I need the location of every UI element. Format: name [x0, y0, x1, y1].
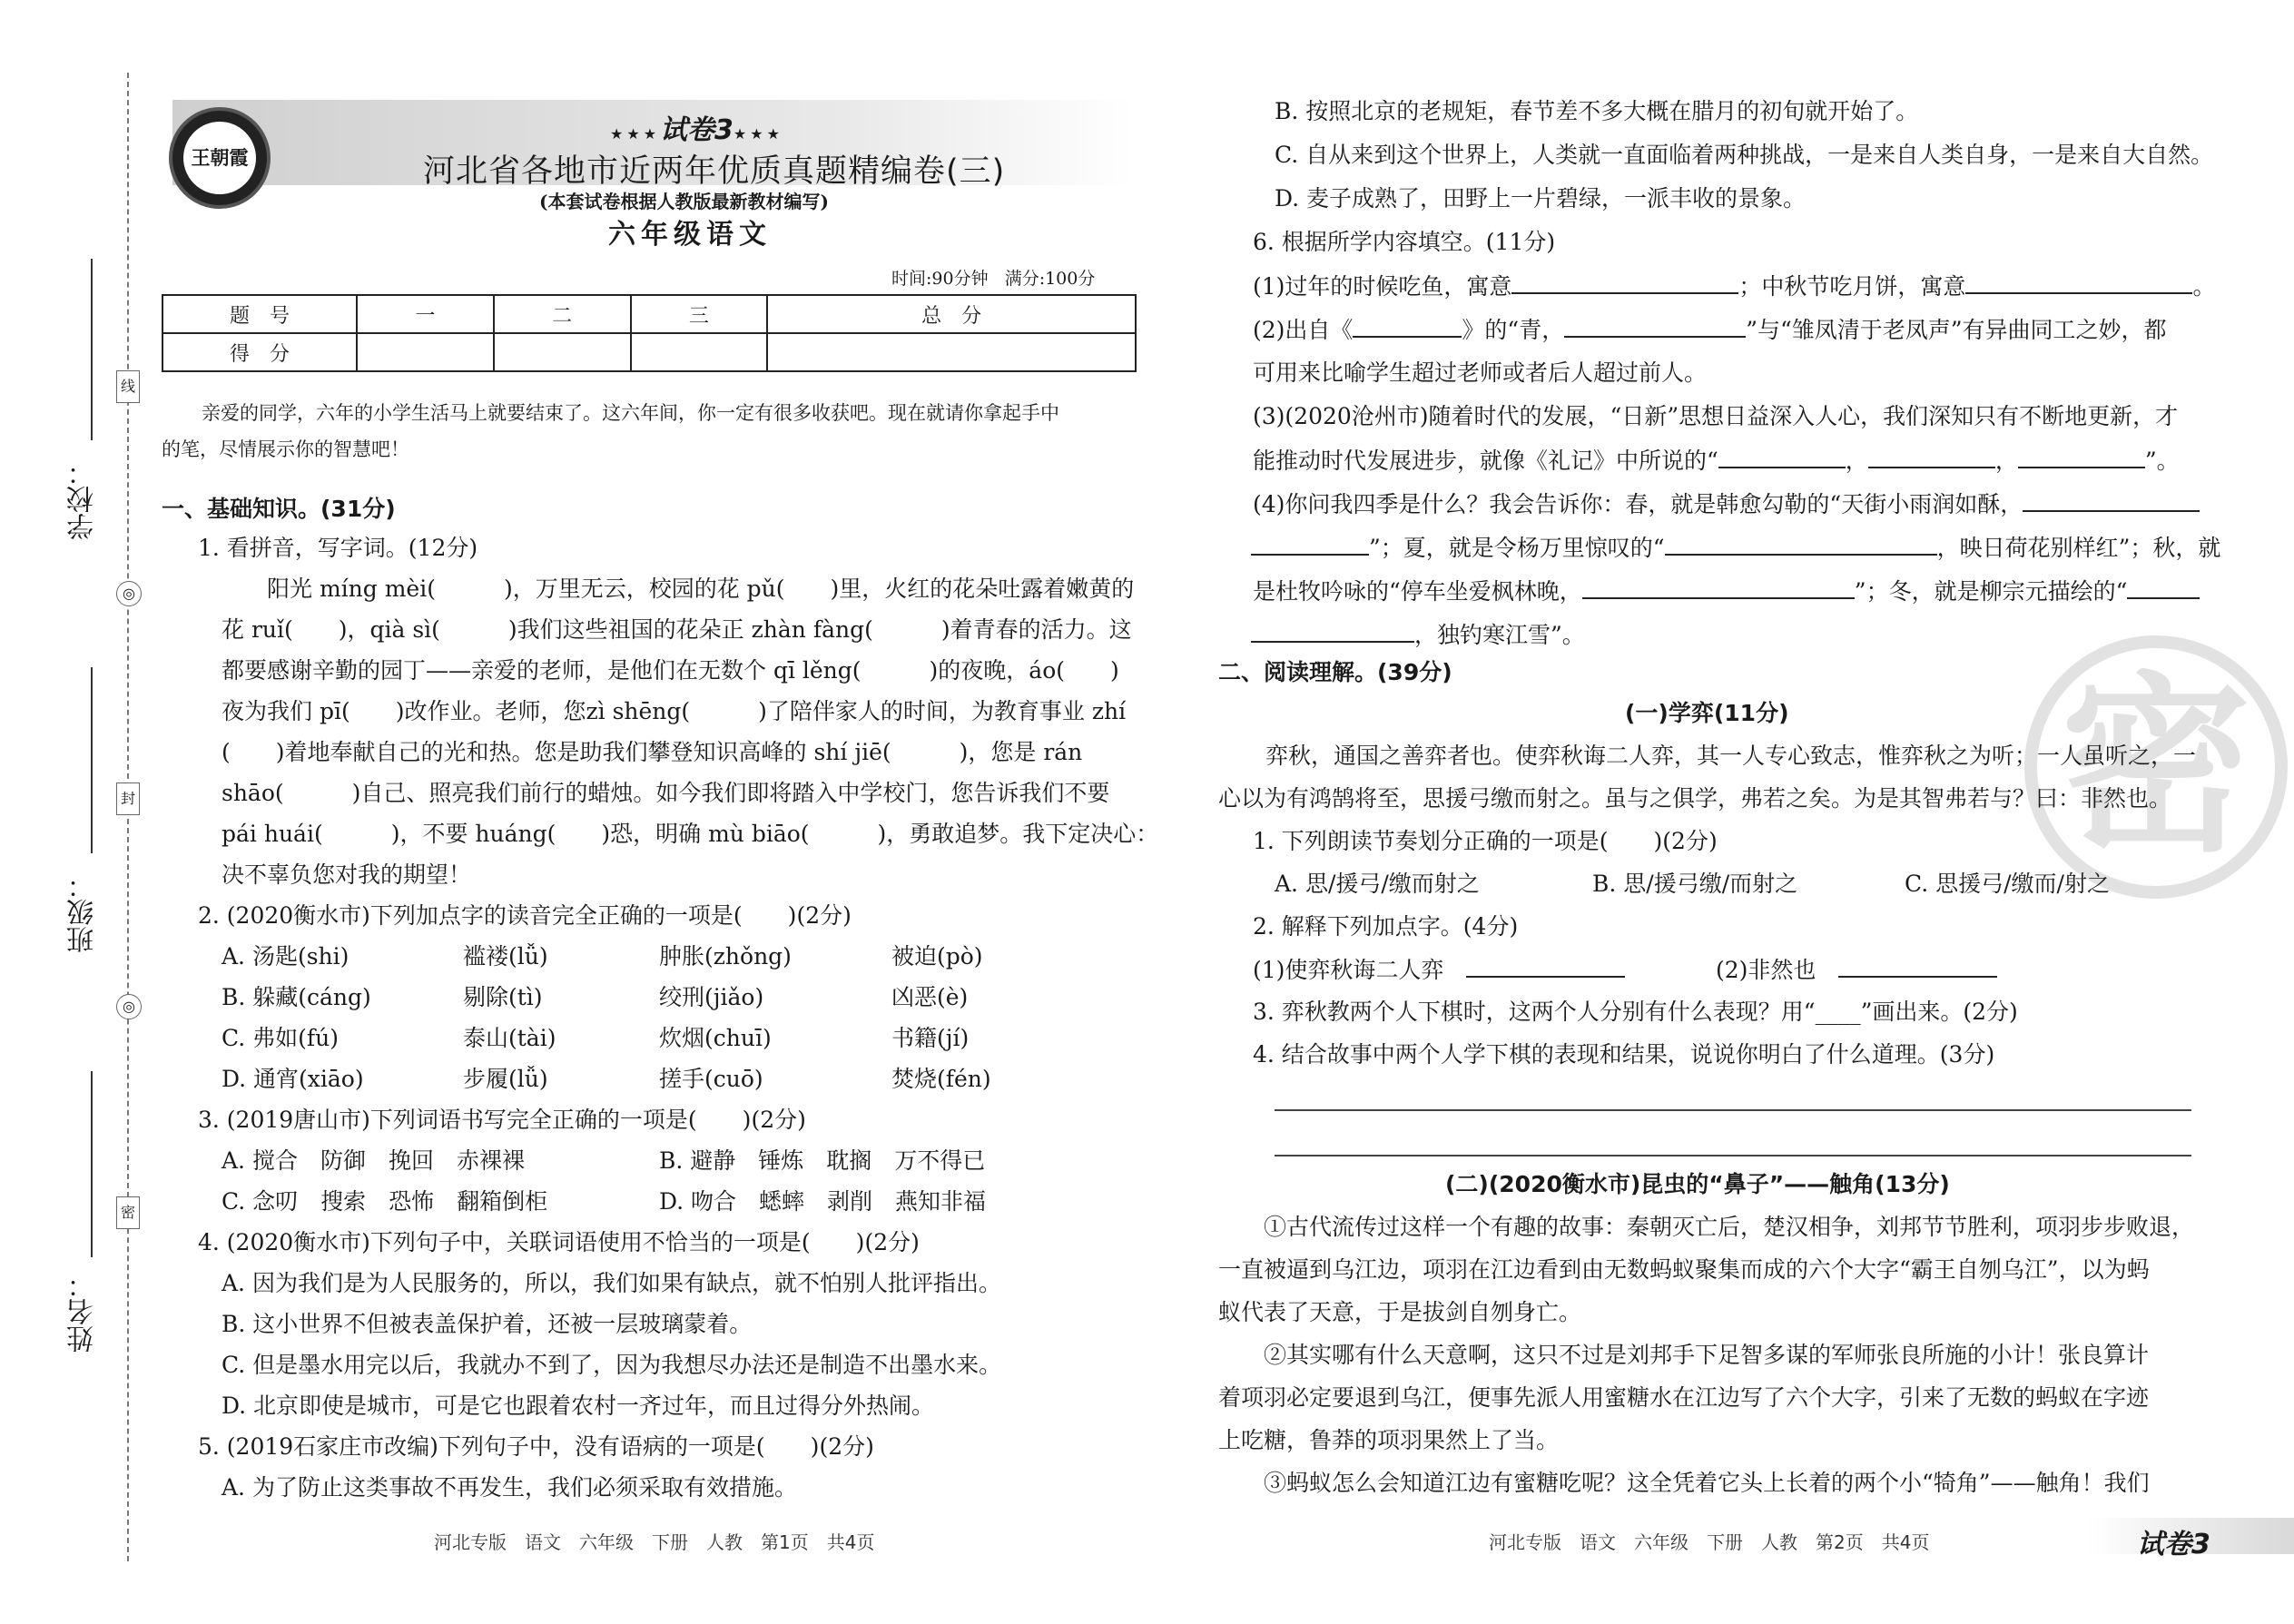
page-title: 河北省各地市近两年优质真题精编卷(三): [423, 153, 1006, 190]
option[interactable]: B. 这小世界不但被表盖保护着，还被一层玻璃蒙着。: [222, 1311, 753, 1337]
table-cell: 一: [357, 295, 494, 333]
question-stem: 4. 结合故事中两个人学下棋的表现和结果，说说你明白了什么道理。(3分): [1253, 1041, 1995, 1068]
reading-title: (二)(2020衡水市)昆虫的“鼻子”——触角(13分): [1445, 1171, 1950, 1197]
answer-blank[interactable]: [1251, 621, 1414, 643]
table-cell: 三: [631, 295, 768, 333]
option-word: 泰山(tài): [463, 1025, 556, 1051]
answer-line[interactable]: [1275, 1109, 2191, 1111]
school-label: 学校：: [67, 458, 99, 540]
score-table-row: [162, 333, 1136, 371]
passage-line: 心以为有鸿鹄将至，思援弓缴而射之。虽与之俱学，弗若之矣。为是其智弗若与？曰：非然也。: [1218, 785, 2172, 812]
answer-blank[interactable]: [1466, 956, 1625, 978]
answer-line[interactable]: [1275, 1155, 2191, 1156]
binding-hole-icon: ◎: [116, 581, 142, 606]
fill-line: (3)(2020沧州市)随着时代的发展，“日新”思想日益深入人心，我们深知只有不断地更新，才: [1253, 403, 2179, 429]
fill-line: 可用来比喻学生超过老师或者后人超过前人。: [1253, 359, 1708, 386]
passage-line: ③蚂蚁怎么会知道江边有蜜糖吃呢？这全凭着它头上长着的两个小“犄角”——触角！我们: [1264, 1470, 2150, 1496]
answer-blank[interactable]: [2018, 447, 2145, 468]
question-stem: 1. 下列朗读节奏划分正确的一项是( )(2分): [1253, 828, 1718, 854]
answer-blank[interactable]: [1965, 272, 2192, 294]
score-table: [162, 294, 1137, 372]
answer-blank[interactable]: [1718, 447, 1846, 468]
reading-title: (一)学弈(11分): [1625, 700, 1789, 726]
option[interactable]: A. 思/援弓/缴而射之: [1275, 871, 1480, 897]
fill-line: (1)过年的时候吃鱼，寓意 ；中秋节吃月饼，寓意 。: [1253, 273, 2216, 300]
option[interactable]: A. 搅合 防御 挽回 赤裸裸: [222, 1147, 525, 1174]
binding-hole-icon: ◎: [116, 994, 142, 1019]
passage-line: 一直被逼到乌江边，项羽在江边看到由无数蚂蚁聚集而成的六个大字“霸王自刎乌江”，以为蚂: [1218, 1256, 2150, 1283]
option-word: 书籍(jí): [891, 1025, 970, 1051]
fill-line: ”；夏，就是令杨万里惊叹的“ ，映日荷花别样红”；秋，就: [1251, 534, 2220, 562]
fill-line: 能推动时代发展进步，就像《礼记》中所说的“ ， ， ”。: [1253, 448, 2180, 474]
option[interactable]: B. 避静 锤炼 耽搁 万不得已: [659, 1147, 986, 1174]
logo-text: 王朝霞: [183, 122, 256, 194]
option[interactable]: C. 念叨 搜索 恐怖 翻箱倒柜: [222, 1188, 548, 1215]
option[interactable]: D. 通宵(xiāo): [222, 1066, 364, 1092]
option[interactable]: C. 但是墨水用完以后，我就办不到了，因为我想尽办法还是制造不出墨水来。: [222, 1352, 1002, 1378]
option[interactable]: D. 麦子成熟了，田野上一片碧绿，一派丰收的景象。: [1275, 185, 1807, 212]
answer-blank[interactable]: [1582, 577, 1855, 599]
page-subtitle: (本套试卷根据人教版最新教材编写): [539, 191, 829, 212]
option[interactable]: C. 自从来到这个世界上，人类就一直面临着两种挑战，一是来自人类自身，一是来自大自然。: [1275, 142, 2214, 168]
answer-blank[interactable]: [1251, 534, 1369, 556]
option-word: 被迫(pò): [891, 943, 983, 969]
answer-blank[interactable]: [2023, 490, 2200, 512]
score-table-row: [162, 295, 1136, 333]
name-label: 姓名：: [67, 1271, 99, 1353]
passage-line: ①古代流传过这样一个有趣的故事：秦朝灭亡后，楚汉相争，刘邦节节胜利，项羽步步败退，: [1264, 1214, 2195, 1240]
passage-line: ②其实哪有什么天意啊，这只不过是刘邦手下足智多谋的军师张良所施的小计！张良算计: [1264, 1342, 2150, 1368]
logo: [169, 107, 271, 209]
option[interactable]: C. 弗如(fú): [222, 1025, 339, 1051]
question-stem: 5. (2019石家庄市改编)下列句子中，没有语病的一项是( )(2分): [198, 1433, 874, 1460]
cut-mark-xian: 线: [116, 370, 140, 403]
question-stem: 4. (2020衡水市)下列句子中，关联词语使用不恰当的一项是( )(2分): [198, 1229, 920, 1255]
cut-mark-feng: 封: [116, 782, 140, 815]
passage-line: 上吃糖，鲁莽的项羽果然上了当。: [1218, 1427, 1560, 1453]
answer-blank[interactable]: [1511, 272, 1738, 294]
option-word: 剔除(tì): [463, 984, 543, 1010]
option-word: 肿胀(zhǒng): [659, 943, 792, 969]
option-word: 炊烟(chuī): [659, 1025, 772, 1051]
table-cell: 二: [494, 295, 631, 333]
answer-blank[interactable]: [1665, 534, 1937, 556]
intro-text: 亲爱的同学，六年的小学生活马上就要结束了。这六年间，你一定有很多收获吧。现在就请你拿起手中: [202, 402, 1059, 424]
table-cell: 得 分: [162, 333, 357, 371]
score-input-cell[interactable]: [494, 333, 631, 371]
class-label: 班级：: [67, 871, 99, 953]
option[interactable]: B. 躲藏(cáng): [222, 984, 371, 1010]
score-input-cell[interactable]: [767, 333, 1136, 371]
table-cell: 总 分: [767, 295, 1136, 333]
corner-tag: 试卷3: [2137, 1529, 2210, 1560]
fill-line: ，独钓寒江雪”。: [1251, 621, 1585, 649]
fill-line: (1)使弈秋诲二人弈: [1253, 956, 1625, 984]
answer-blank[interactable]: [1838, 956, 1997, 978]
passage-line: shāo( )自己、照亮我们前行的蜡烛。如今我们即将踏入中学校门，您告诉我们不要: [222, 780, 1110, 806]
fill-line: (4)你问我四季是什么？我会告诉你：春，就是韩愈勾勒的“天街小雨润如酥，: [1253, 490, 2200, 518]
passage-line: 阳光 míng mèi( )，万里无云，校园的花 pǔ( )里，火红的花朵吐露着嫩黄的: [267, 576, 1135, 602]
option[interactable]: D. 北京即使是城市，可是它也跟着农村一齐过年，而且过得分外热闹。: [222, 1393, 935, 1419]
question-stem: 1. 看拼音，写字词。(12分): [198, 535, 478, 561]
option-word: 绞刑(jiǎo): [659, 984, 764, 1010]
question-stem: 2. (2020衡水市)下列加点字的读音完全正确的一项是( )(2分): [198, 902, 852, 929]
paper-tag: ★★★试卷3★★★: [610, 114, 783, 146]
option[interactable]: A. 为了防止这类事故不再发生，我们必须采取有效措施。: [222, 1474, 797, 1501]
answer-blank[interactable]: [2127, 577, 2200, 599]
fill-line: (2)非然也: [1716, 956, 1997, 984]
score-input-cell[interactable]: [357, 333, 494, 371]
name-field[interactable]: [91, 1071, 93, 1257]
question-stem: 3. 弈秋教两个人下棋时，这两个人分别有什么表现？用“____”画出来。(2分): [1253, 999, 2018, 1025]
school-field[interactable]: [91, 259, 93, 440]
class-field[interactable]: [91, 667, 93, 853]
question-stem: 6. 根据所学内容填空。(11分): [1253, 229, 1556, 255]
option-word: 凶恶(è): [891, 984, 969, 1010]
passage-line: ( )着地奉献自己的光和热。您是助我们攀登知识高峰的 shí jiē( )，您是 rán: [222, 739, 1083, 765]
option-word: 步履(lǚ): [463, 1066, 548, 1092]
answer-blank[interactable]: [1868, 447, 1995, 468]
watermark-text: 密: [2060, 654, 2251, 878]
answer-blank[interactable]: [1564, 316, 1746, 338]
page-footer: 河北专版 语文 六年级 下册 人教 第2页 共4页: [1489, 1531, 1930, 1553]
passage-line: 决不辜负您对我的期望！: [222, 861, 472, 888]
time-score-info: 时间:90分钟 满分:100分: [891, 269, 1096, 289]
question-stem: 2. 解释下列加点字。(4分): [1253, 913, 1519, 940]
option[interactable]: A. 因为我们是为人民服务的，所以，我们如果有缺点，就不怕别人批评指出。: [222, 1270, 1001, 1296]
section-heading: 一、基础知识。(31分): [162, 496, 396, 522]
page-footer: 河北专版 语文 六年级 下册 人教 第1页 共4页: [434, 1531, 875, 1553]
passage-line: 蚁代表了天意，于是拔剑自刎身亡。: [1218, 1299, 1582, 1325]
option-word: 褴褛(lǚ): [463, 943, 548, 969]
score-input-cell[interactable]: [631, 333, 768, 371]
passage-line: 都要感谢辛勤的园丁——亲爱的老师，是他们在无数个 qī lěng( )的夜晚，áo( ): [222, 657, 1119, 684]
question-stem: 3. (2019唐山市)下列词语书写完全正确的一项是( )(2分): [198, 1107, 806, 1133]
cut-mark-mi: 密: [116, 1196, 140, 1229]
passage-line: 花 ruǐ( )，qià sì( )我们这些祖国的花朵正 zhàn fàng( )着青春的活力。这: [222, 616, 1132, 643]
fill-line: 是杜牧吟咏的“停车坐爱枫林晚， ”；冬，就是柳宗元描绘的“: [1253, 577, 2200, 605]
option[interactable]: B. 按照北京的老规矩，春节差不多大概在腊月的初旬就开始了。: [1275, 98, 1919, 124]
passage-line: pái huái( )，不要 huáng( )恐，明确 mù biāo( )，勇敢追梦。我下定决心：: [222, 821, 1159, 847]
passage-line: 着项羽必定要退到乌江，便事先派人用蜜糖水在江边写了六个大字，引来了无数的蚂蚁在字迹: [1218, 1384, 2150, 1411]
option[interactable]: A. 汤匙(shi): [222, 943, 350, 969]
option[interactable]: D. 吻合 蟋蟀 剥削 燕知非福: [659, 1188, 987, 1215]
binding-dashed-line: [127, 73, 129, 1561]
option[interactable]: C. 思援弓/缴而/射之: [1905, 871, 2110, 897]
fill-line: (2)出自《 》的“青， ”与“雏凤清于老凤声”有异曲同工之妙，都: [1253, 317, 2167, 343]
intro-text: 的笔，尽情展示你的智慧吧！: [162, 438, 409, 460]
option-word: 焚烧(fén): [891, 1066, 991, 1092]
section-heading: 二、阅读理解。(39分): [1218, 659, 1452, 685]
subject-title: 六年级语文: [608, 219, 772, 251]
answer-blank[interactable]: [1353, 316, 1462, 338]
table-cell: 题 号: [162, 295, 357, 333]
passage-line: 夜为我们 pī( )改作业。老师，您zì shēng( )了陪伴家人的时间，为教育事业 zhí: [222, 698, 1127, 724]
option[interactable]: B. 思/援弓缴/而射之: [1592, 871, 1798, 897]
passage-line: 弈秋，通国之善弈者也。使弈秋诲二人弈，其一人专心致志，惟弈秋之为听；一人虽听之，一: [1265, 743, 2197, 769]
option-word: 搓手(cuō): [659, 1066, 763, 1092]
